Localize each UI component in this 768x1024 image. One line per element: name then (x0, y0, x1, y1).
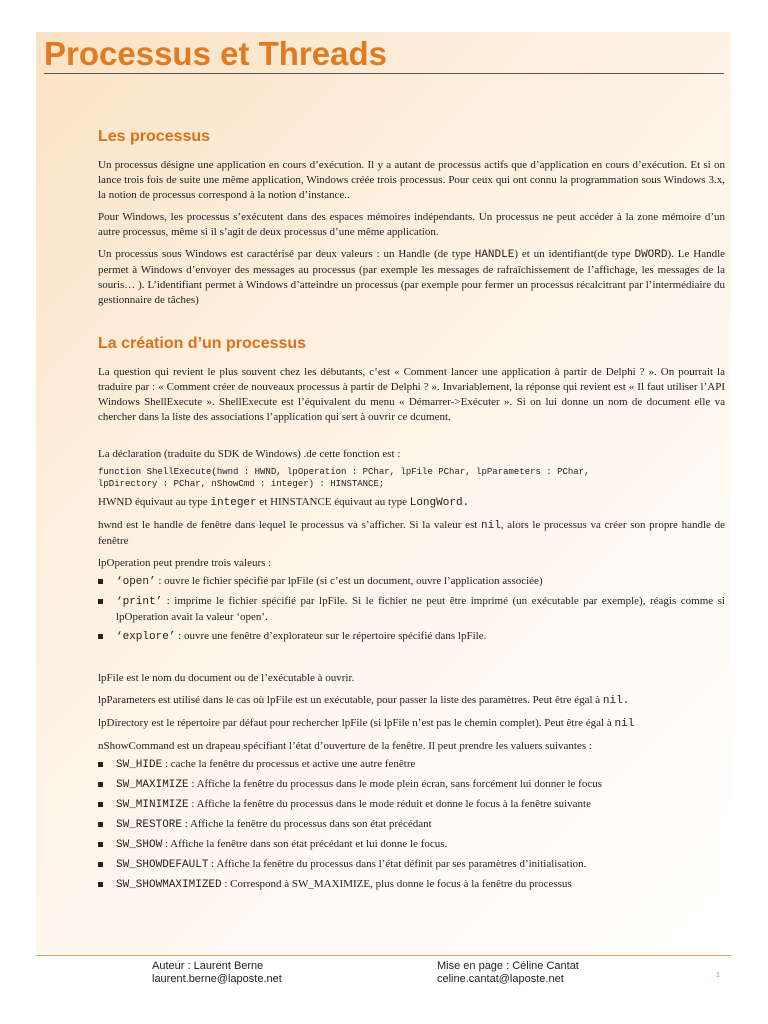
paragraph: Un processus sous Windows est caractérisé par deux valeurs : un Handle (de type HANDLE) et un identifiant(de type DWORD). Le Handle permet à Windows d’envoyer des messages au processus (par exemple les messages de rafraîchissement de l’affichage, les messages de la souris… ). L’identifiant permet à Windows d’atteindre un processus (par exemple pour fermer un processus récalcitrant par l’intermédiaire du gestionnaire de tâches) (98, 248, 726, 306)
inline-code: SW_SHOWDEFAULT (116, 859, 209, 871)
layout-label: Mise en page : Céline Cantat (437, 960, 579, 972)
footer-layout (437, 960, 579, 986)
list-item: SW_RESTORE : Affiche la fenêtre du processus dans son état précédant (98, 817, 725, 833)
page-number: 1 (716, 972, 720, 979)
operation-list (98, 574, 725, 645)
inline-code: SW_RESTORE (116, 819, 183, 831)
list-item: SW_SHOWDEFAULT : Affiche la fenêtre du processus dans l’état définit par ses paramètres d’initialisation. (98, 857, 725, 873)
inline-code: HANDLE (474, 249, 515, 261)
code-line: lpDirectory : PChar, nShowCmd : integer) : HINSTANCE; (98, 479, 385, 489)
page-title: Processus et Threads (44, 35, 387, 72)
paragraph: HWND équivaut au type integer et HINSTANCE équivaut au type LongWord. (98, 496, 470, 509)
code-line: function ShellExecute(hwnd : HWND, lpOperation : PChar, lpFile PChar, lpParameters : PChar, (98, 467, 590, 477)
list-item: SW_MINIMIZE : Affiche la fenêtre du processus dans le mode réduit et donne le focus à la fenêtre suivante (98, 797, 725, 813)
document-body (98, 126, 725, 899)
paragraph: lpFile est le nom du document ou de l’exécutable à ouvrir. (98, 672, 355, 684)
section-heading-creation: La création d’un processus (98, 335, 307, 352)
list-item: SW_SHOW : Affiche la fenêtre dans son état précédant et lui donne le focus. (98, 837, 725, 853)
inline-code: LongWord. (409, 497, 470, 509)
paragraph: Un processus désigne une application en cours d’exécution. Il y a autant de processus actifs que d’application en cours d’exécution. Et si on lance trois fois de suite une même application, Windows créée trois processus. Pour ceux qui ont connu la programmation sous Windows 3.x, la notion de processus correspond à la notion d’instance.. (98, 159, 725, 201)
paragraph: La question qui revient le plus souvent chez les débutants, c’est « Comment lancer une application à partir de Delphi ? ». On pourrait la traduire par : « Comment créer de nouveaux processus à partir de Delphi ? ». Invariablement, la réponse qui revient est « Il faut utiliser l’API Windows ShellExecute ». ShellExecute est l’équivalent du menu « Démarrer->Exécuter ». Si on lui donne un nom de document elle va chercher dans la liste des associations l’application qui sert à ouvrir ce dcument. (98, 366, 725, 423)
paragraph: La déclaration (traduite du SDK de Windows) .de cette fonction est : (98, 448, 401, 460)
inline-code: SW_SHOWMAXIMIZED (116, 879, 222, 891)
inline-code: SW_HIDE (116, 759, 163, 771)
inline-code: SW_MINIMIZE (116, 799, 189, 811)
inline-code: DWORD (634, 249, 668, 261)
inline-code: SW_MAXIMIZE (116, 779, 189, 791)
section-heading-processus: Les processus (98, 128, 211, 145)
paragraph: lpOperation peut prendre trois valeurs : (98, 557, 272, 569)
inline-code: ‘print’ (116, 596, 163, 608)
paragraph: hwnd est le handle de fenêtre dans lequel le processus va s’afficher. Si la valeur est nil, alors le processus va créer son propre handle de fenêtre (98, 519, 725, 547)
inline-code: ‘explore’ (116, 631, 176, 643)
inline-code: nil (481, 520, 501, 532)
footer-author (152, 960, 282, 986)
list-item: ‘open’ : ouvre le fichier spécifié par lpFile (si c’est un document, ouvre l’application associée) (98, 574, 725, 590)
title-divider (44, 73, 724, 74)
paragraph: lpParameters est utilisé dans le cas où lpFile est un exécutable, pour passer la liste des paramètres. Peut être égal à nil. (98, 694, 630, 707)
inline-code: nil. (602, 695, 630, 707)
inline-code: integer (210, 497, 257, 509)
author-label: Auteur : Laurent Berne (152, 960, 264, 972)
footer-divider (36, 955, 731, 956)
inline-code: ‘open’ (116, 576, 156, 588)
author-email: laurent.berne@laposte.net (152, 973, 282, 985)
inline-code: nil (614, 718, 635, 730)
code-block (98, 466, 725, 490)
show-command-list (98, 757, 725, 893)
list-item: SW_HIDE : cache la fenêtre du processus et active une autre fenêtre (98, 757, 725, 773)
list-item: SW_MAXIMIZE : Affiche la fenêtre du processus dans le mode plein écran, sans forcément lui donner le focus (98, 777, 725, 793)
list-item: ‘explore’ : ouvre une fenêtre d’explorateur sur le répertoire spécifié dans lpFile. (98, 629, 725, 645)
list-item: ‘print’ : imprime le fichier spécifié par lpFile. Si le fichier ne peut être imprimé (un exécutable par exemple), réagis comme si lpOperation avait la valeur ‘open’. (98, 594, 725, 625)
paragraph: Pour Windows, les processus s’exécutent dans des espaces mémoires indépendants. Un processus ne peut accéder à la zone mémoire d’un autre processus, même si il s’agit de deux processus d’une même application. (98, 211, 725, 238)
paragraph: nShowCommand est un drapeau spécifiant l’état d’ouverture de la fenêtre. Il peut prendre les valuers suivantes : (98, 740, 592, 752)
list-item: SW_SHOWMAXIMIZED : Correspond à SW_MAXIMIZE, plus donne le focus à la fenêtre du processus (98, 877, 725, 893)
inline-code: SW_SHOW (116, 839, 163, 851)
paragraph: lpDirectory est le répertoire par défaut pour rechercher lpFile (si lpFile n’est pas le chemin complet). Peut être égal à nil (98, 717, 635, 730)
layout-email: celine.cantat@laposte.net (437, 973, 564, 985)
